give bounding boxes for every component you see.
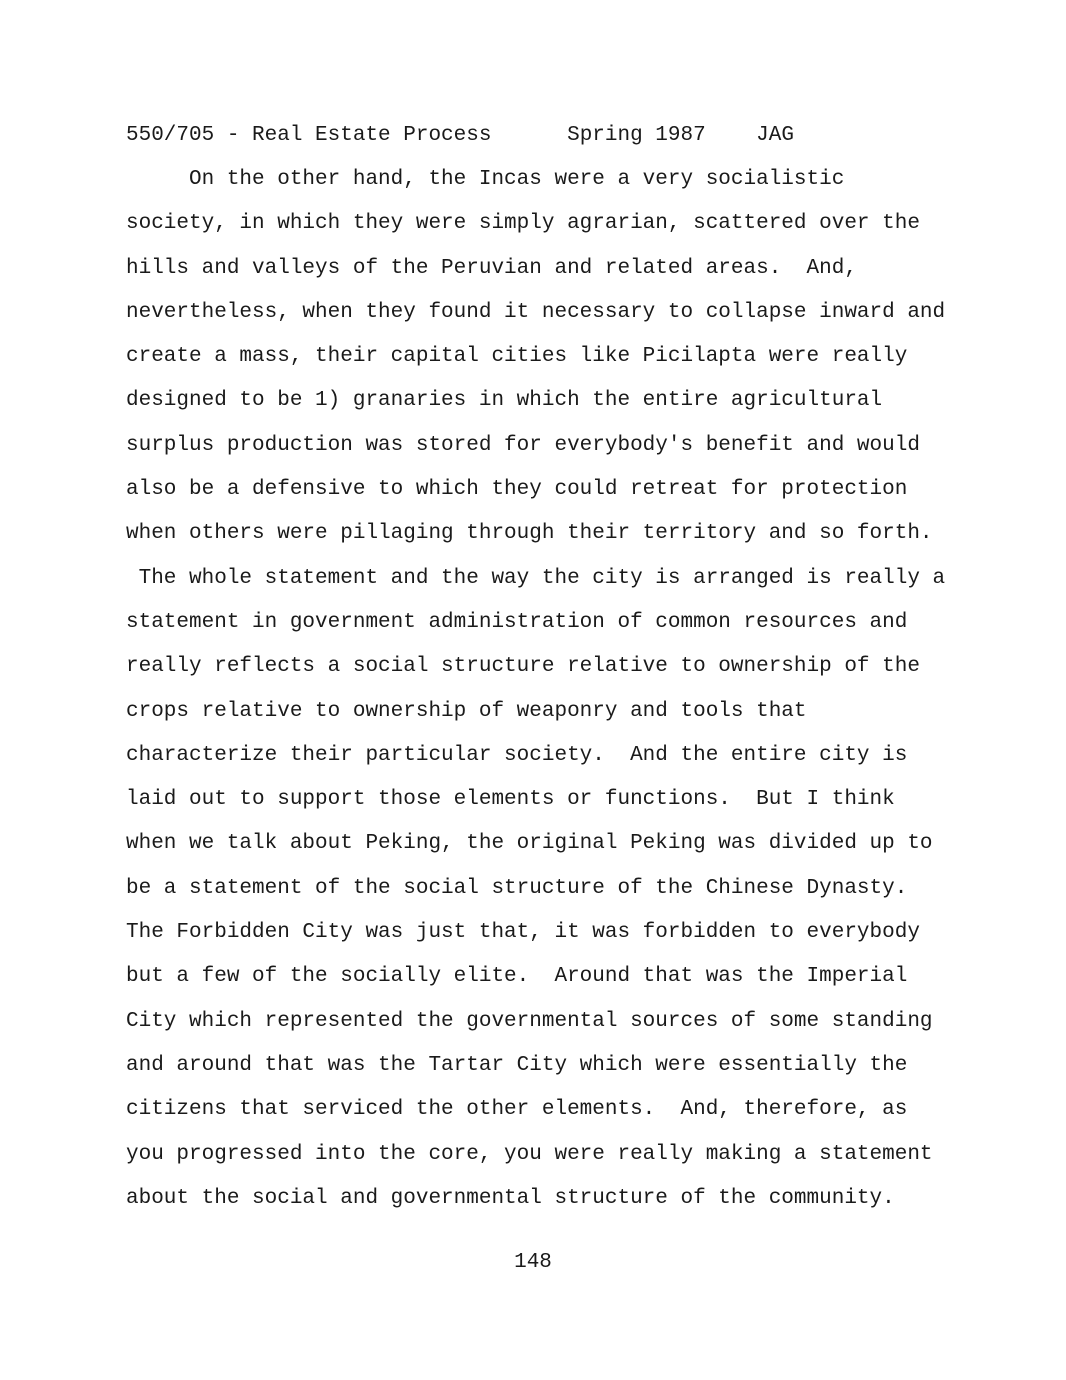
header-gap [491,124,567,147]
text-line: The whole statement and the way the city is arranged is really a [126,566,946,590]
text-line: City which represented the governmental sources of some standing [126,1009,933,1033]
instructor-initials: JAG [756,124,794,147]
text-line: surplus production was stored for everybody's benefit and would [126,433,920,457]
page-header [126,123,794,149]
text-line: laid out to support those elements or functions. But I think [126,788,895,812]
text-line: hills and valleys of the Peruvian and related areas. And, [126,256,857,280]
text-line: and around that was the Tartar City which were essentially the [126,1053,908,1077]
page-number: 148 [514,1251,552,1274]
text-line: society, in which they were simply agrarian, scattered over the [126,212,920,236]
text-line: crops relative to ownership of weaponry and tools that [126,699,807,723]
text-line: The Forbidden City was just that, it was forbidden to everybody [126,921,920,945]
transcript-body [126,167,966,1230]
text-line: citizens that serviced the other elements. And, therefore, as [126,1098,908,1122]
text-line: when others were pillaging through their territory and so forth. [126,522,933,546]
text-line: On the other hand, the Incas were a very socialistic [126,168,845,191]
text-line: but a few of the socially elite. Around that was the Imperial [126,965,908,989]
text-line: when we talk about Peking, the original Peking was divided up to [126,832,933,856]
term: Spring 1987 [567,124,706,147]
text-line: really reflects a social structure relative to ownership of the [126,655,920,679]
course-title: 550/705 - Real Estate Process [126,124,492,147]
text-line: also be a defensive to which they could retreat for protection [126,478,908,502]
text-line: create a mass, their capital cities like Picilapta were really [126,345,908,369]
text-line: you progressed into the core, you were really making a statement [126,1142,933,1166]
text-line: statement in government administration of common resources and [126,610,908,634]
text-line: be a statement of the social structure of the Chinese Dynasty. [126,876,908,900]
text-line: characterize their particular society. And the entire city is [126,743,908,767]
text-line: nevertheless, when they found it necessary to collapse inward and [126,300,946,324]
text-line: about the social and governmental structure of the community. [126,1186,895,1210]
header-gap [706,124,756,147]
text-line: designed to be 1) granaries in which the entire agricultural [126,389,883,413]
